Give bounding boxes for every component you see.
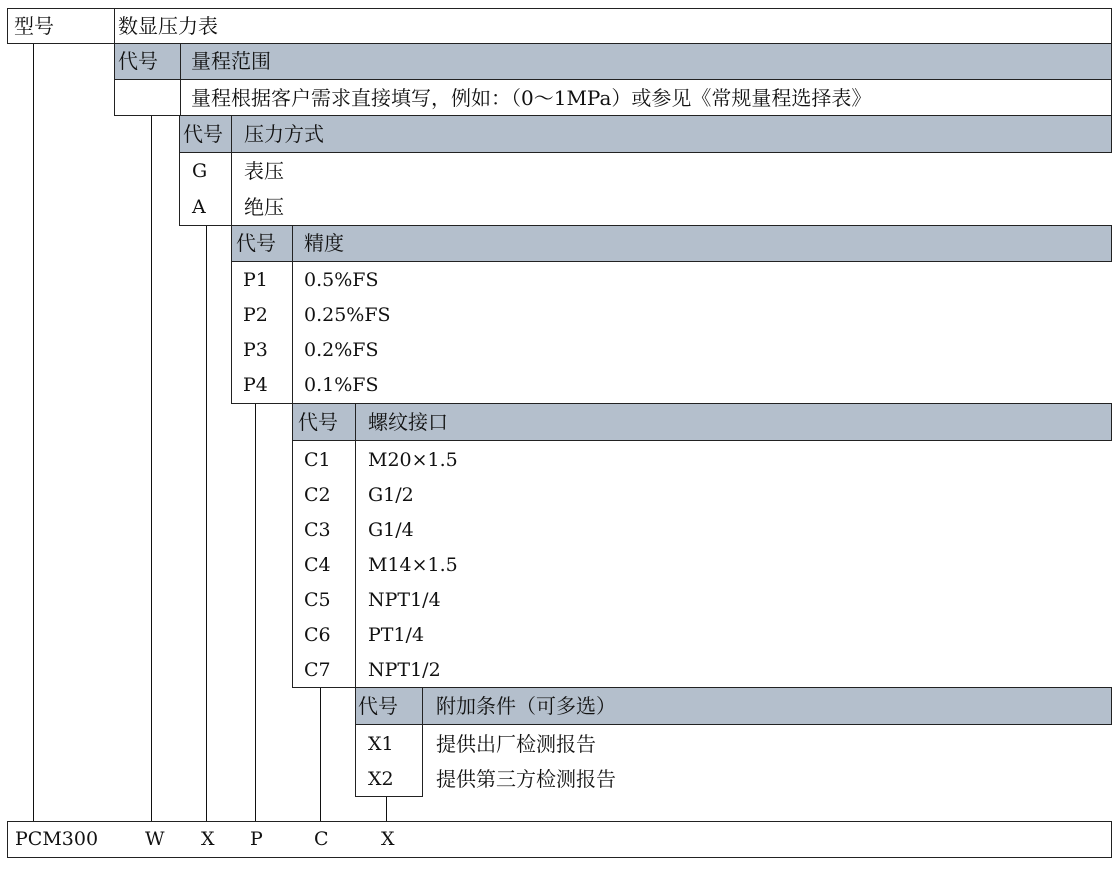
options-label: 提供出厂检测报告 — [436, 732, 596, 756]
pressure-mode-code: G — [192, 160, 208, 182]
range-code-header: 代号 — [118, 49, 158, 73]
thread-code: C2 — [304, 484, 331, 506]
thread-label: M20×1.5 — [368, 449, 458, 471]
thread-code: C3 — [304, 519, 331, 541]
options-label: 提供第三方检测报告 — [436, 767, 616, 791]
thread-label: G1/4 — [368, 519, 414, 541]
pressure-mode-title-cell — [231, 115, 1112, 153]
pressure-mode-code-header: 代号 — [183, 122, 223, 146]
model-code-thread: C — [314, 828, 329, 850]
pressure-mode-title: 压力方式 — [244, 122, 324, 146]
thread-code: C7 — [304, 659, 331, 681]
model-code-pressure: X — [201, 828, 215, 850]
thread-label: PT1/4 — [368, 624, 425, 646]
accuracy-label: 0.1%FS — [304, 374, 379, 396]
thread-label: NPT1/2 — [368, 659, 441, 681]
connector-line-model — [33, 44, 34, 822]
range-title-cell — [180, 43, 1112, 80]
accuracy-title-cell — [292, 225, 1112, 262]
model-label: 型号 — [14, 14, 54, 38]
model-code-accuracy: P — [250, 828, 263, 850]
accuracy-title: 精度 — [304, 231, 344, 255]
range-empty-cell — [114, 79, 181, 116]
thread-code-header: 代号 — [298, 410, 338, 434]
accuracy-label: 0.25%FS — [304, 304, 391, 326]
accuracy-code: P3 — [243, 339, 268, 361]
options-title: 附加条件（可多选） — [436, 694, 616, 718]
options-code-header: 代号 — [358, 694, 398, 718]
pressure-mode-code: A — [192, 196, 206, 218]
thread-label: G1/2 — [368, 484, 414, 506]
thread-code: C4 — [304, 554, 331, 576]
thread-code: C6 — [304, 624, 331, 646]
connector-line-options — [386, 797, 387, 822]
connector-line-thread — [320, 688, 321, 822]
range-note: 量程根据客户需求直接填写，例如：（0～1MPa）或参见《常规量程选择表》 — [191, 86, 872, 110]
accuracy-label: 0.2%FS — [304, 339, 379, 361]
model-code-options: X — [381, 828, 395, 850]
thread-label: NPT1/4 — [368, 589, 441, 611]
options-code: X2 — [368, 768, 394, 790]
thread-code: C5 — [304, 589, 331, 611]
accuracy-code: P2 — [243, 304, 268, 326]
connector-line-accuracy — [255, 404, 256, 822]
accuracy-code: P1 — [243, 269, 268, 291]
connector-line-pressure — [206, 226, 207, 822]
thread-code: C1 — [304, 449, 331, 471]
accuracy-code: P4 — [243, 374, 268, 396]
model-code-base: PCM300 — [15, 828, 99, 850]
thread-title: 螺纹接口 — [368, 410, 448, 434]
model-code-row — [7, 821, 1112, 858]
model-code-range: W — [145, 828, 165, 850]
thread-label: M14×1.5 — [368, 554, 458, 576]
product-name-cell — [114, 8, 1112, 44]
product-name: 数显压力表 — [118, 14, 218, 38]
range-title: 量程范围 — [191, 49, 271, 73]
thread-title-cell — [355, 403, 1112, 441]
connector-line-range — [151, 116, 152, 822]
accuracy-code-header: 代号 — [236, 231, 276, 255]
accuracy-label: 0.5%FS — [304, 269, 379, 291]
pressure-mode-label: 绝压 — [244, 195, 284, 219]
pressure-mode-label: 表压 — [244, 159, 284, 183]
options-code: X1 — [368, 733, 394, 755]
